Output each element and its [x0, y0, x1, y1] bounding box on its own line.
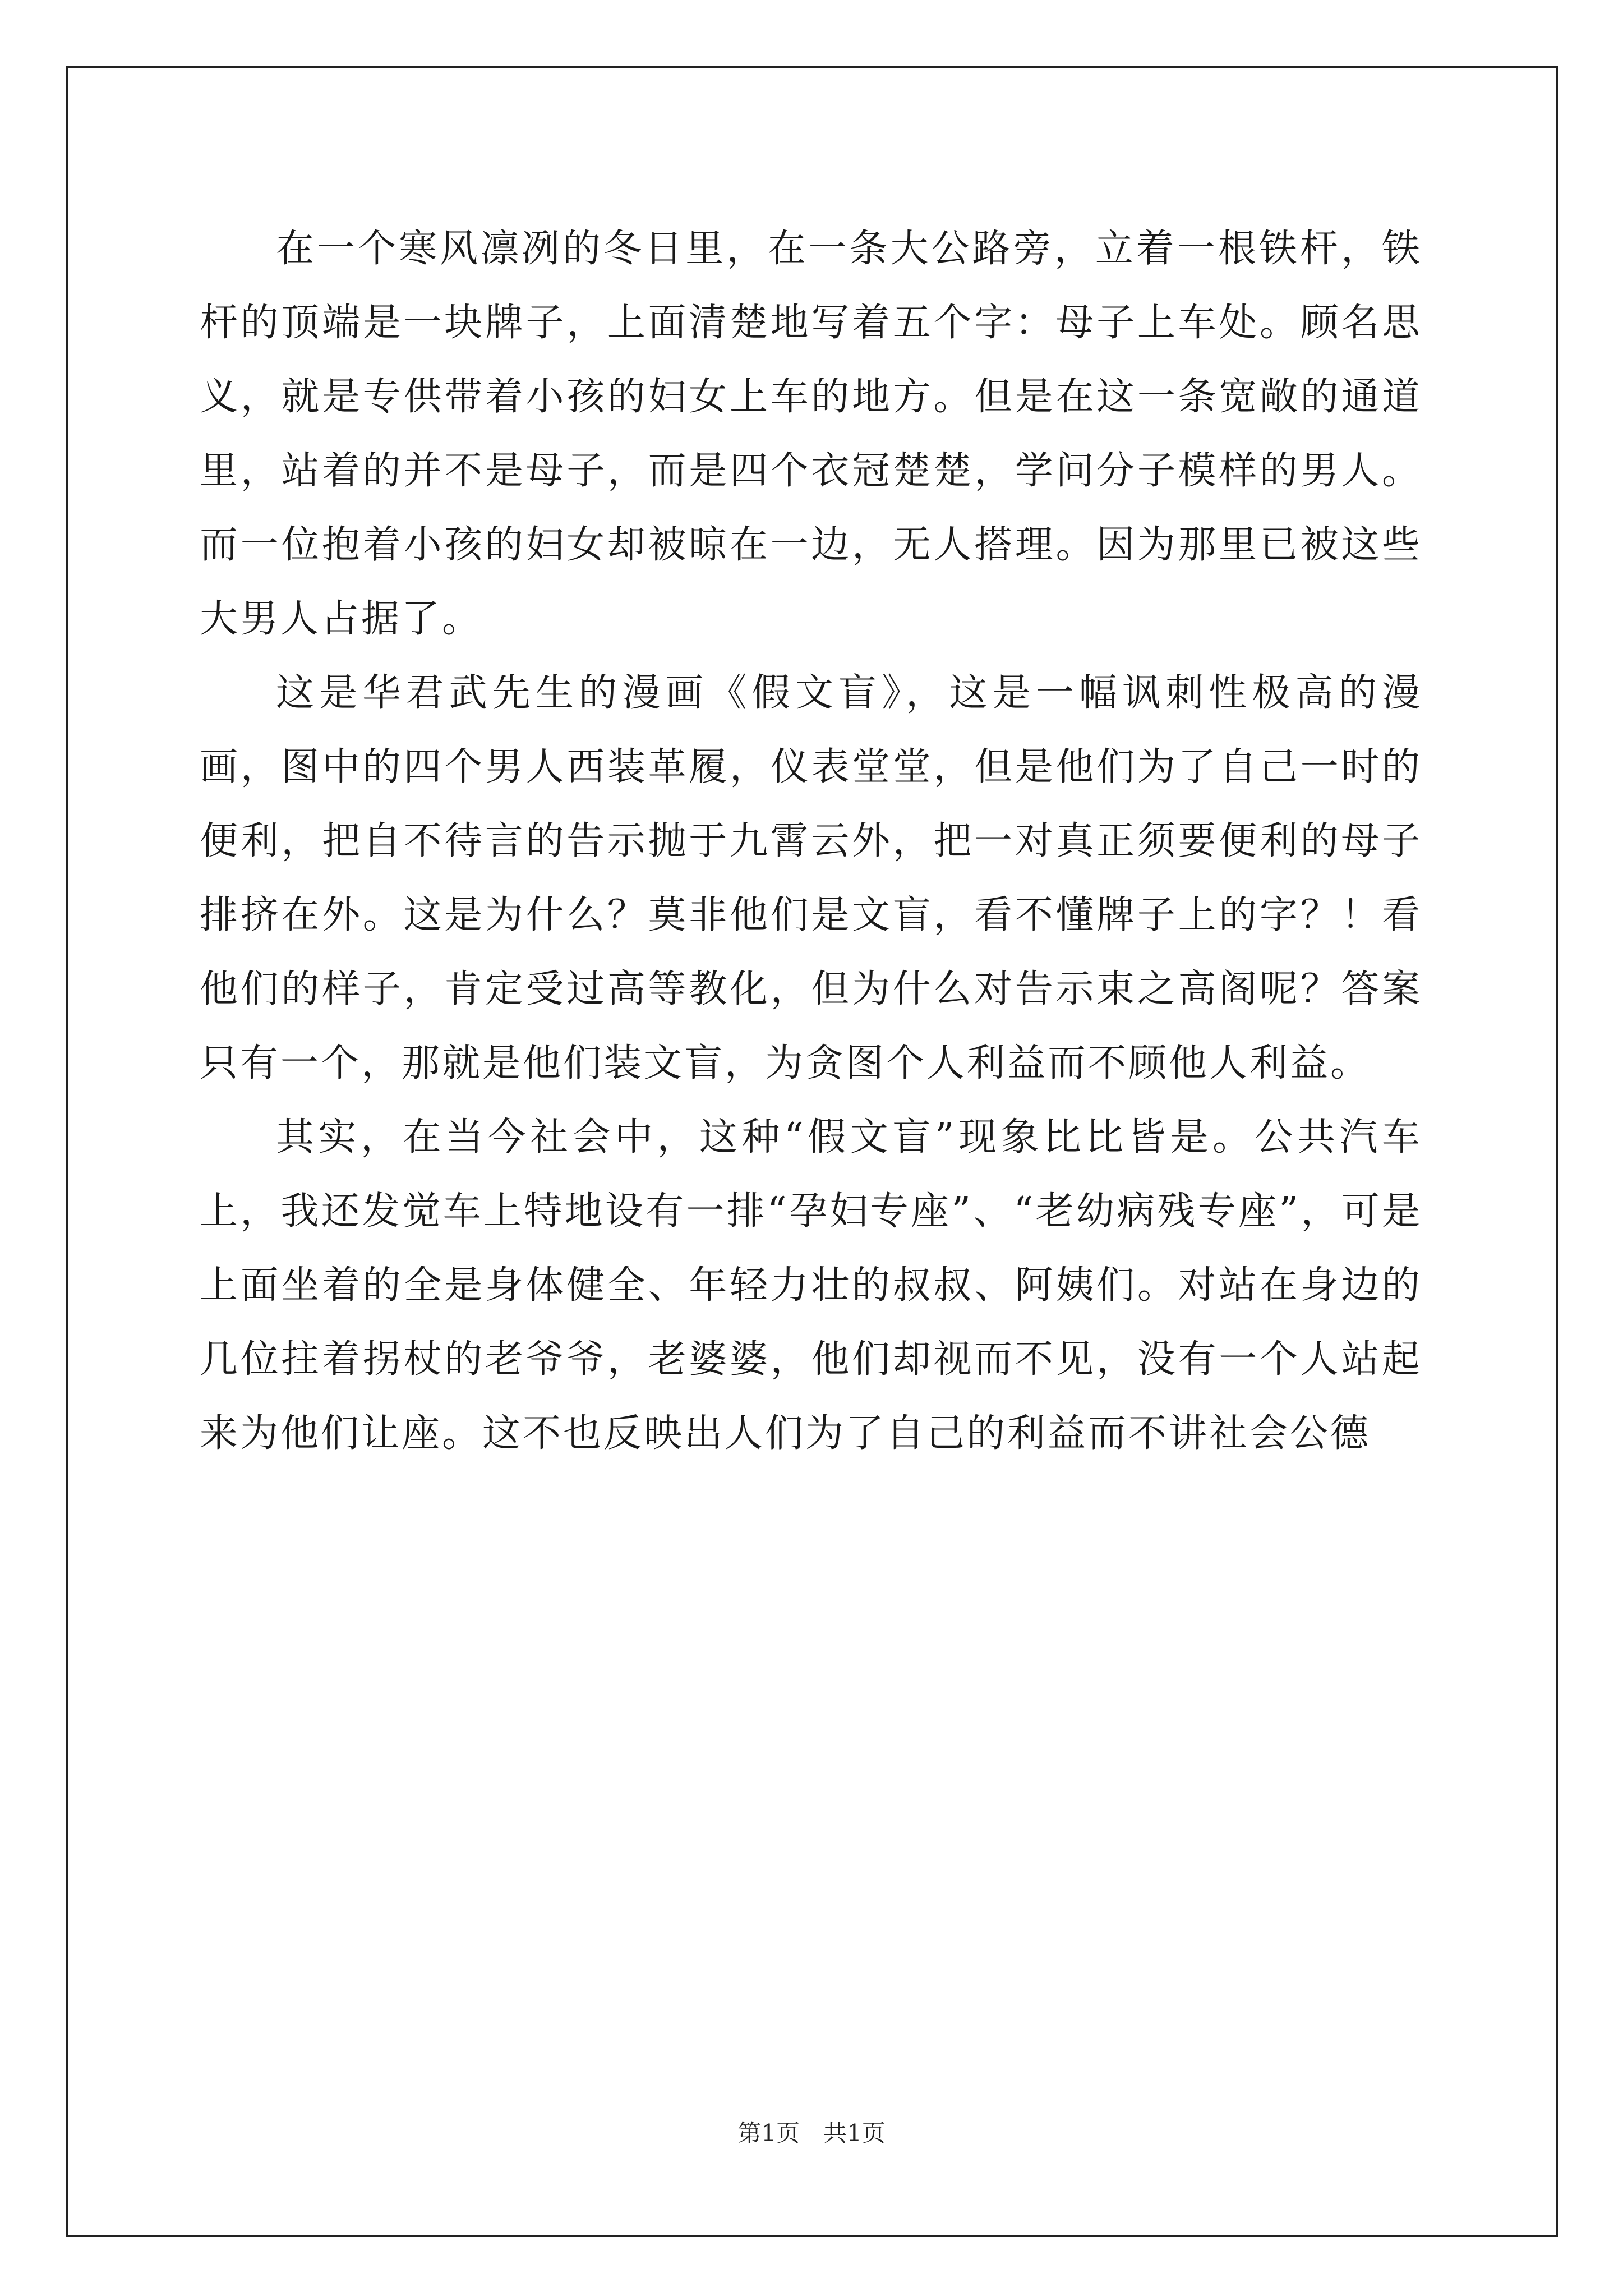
paragraph-1: 在一个寒风凛冽的冬日里，在一条大公路旁，立着一根铁杆，铁杆的顶端是一块牌子，上面清楚地写着五个字：母子上车处。顾名思义，就是专供带着小孩的妇女上车的地方。但是在这一条宽敞的通道里，站着的并不是母子，而是四个衣冠楚楚，学问分子模样的男人。而一位抱着小孩的妇女却被晾在一边，无人搭理。因为那里已被这些大男人占据了。 [200, 227, 1422, 641]
page-footer: 第1页 共1页 [737, 2119, 886, 2147]
paragraph-3: 其实，在当今社会中，这种“假文盲”现象比比皆是。公共汽车上，我还发觉车上特地设有一排“孕妇专座”、“老幼病残专座”，可是上面坐着的全是身体健全、年轻力壮的叔叔、阿姨们。对站在身边的几位拄着拐杖的老爷爷，老婆婆，他们却视而不见，没有一个人站起来为他们让座。这不也反映出人们为了自己的利益而不讲社会公德 [200, 1115, 1422, 1456]
paragraph-2: 这是华君武先生的漫画《假文盲》，这是一幅讽刺性极高的漫画，图中的四个男人西装革履，仪表堂堂，但是他们为了自己一时的便利，把自不待言的告示抛于九霄云外，把一对真正须要便利的母子排挤在外。这是为什么？莫非他们是文盲，看不懂牌子上的字？！看他们的样子，肯定受过高等教化，但为什么对告示束之高阁呢？答案只有一个，那就是他们装文盲，为贪图个人利益而不顾他人利益。 [200, 671, 1422, 1085]
document-body [200, 212, 1422, 1471]
